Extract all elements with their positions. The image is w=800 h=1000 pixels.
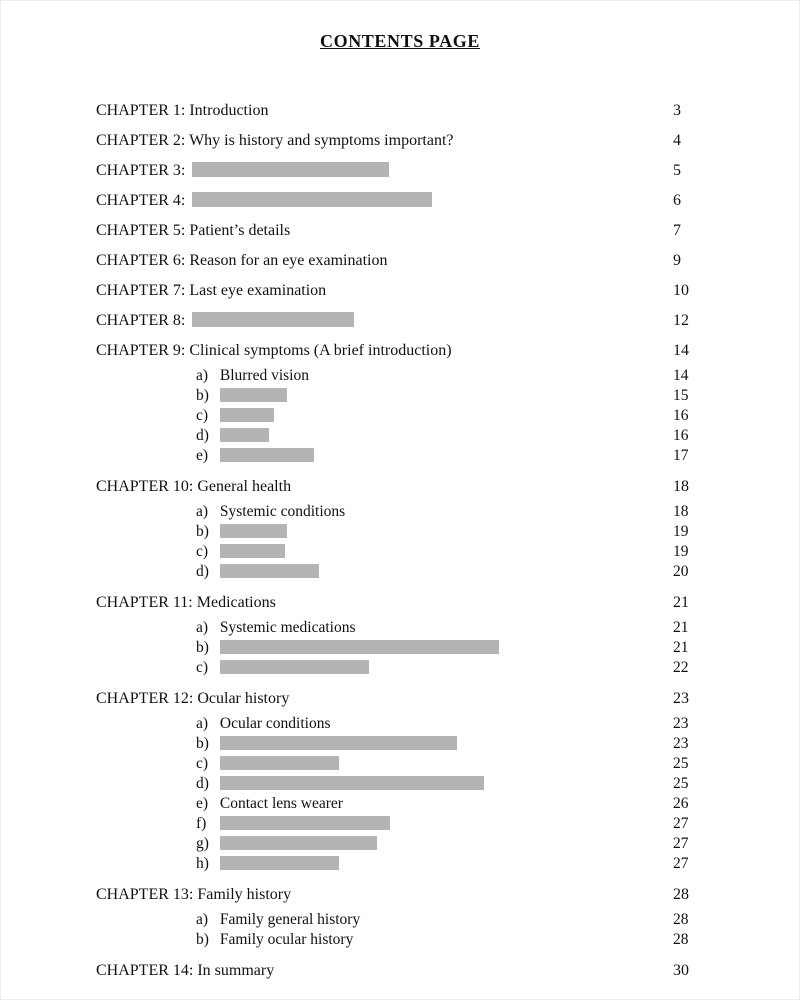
toc-subitem-row <box>1 754 799 774</box>
page-number: 16 <box>673 427 689 444</box>
redacted-text-bar <box>220 564 319 578</box>
page-number: 28 <box>673 886 689 903</box>
chapter-title: In summary <box>197 962 275 979</box>
toc-chapter-row <box>1 96 799 126</box>
redacted-text-bar <box>220 640 499 654</box>
page-number: 28 <box>673 911 689 928</box>
subitem-letter: b) <box>196 735 209 752</box>
subitem-letter: c) <box>196 755 209 772</box>
toc-subitem-row <box>1 834 799 854</box>
toc-subitem-row <box>1 854 799 874</box>
page-number: 27 <box>673 815 689 832</box>
subitem-title: Contact lens wearer <box>219 795 343 812</box>
chapter-label: CHAPTER 9: <box>96 342 186 359</box>
page-number: 18 <box>673 478 689 495</box>
page-number: 14 <box>673 367 689 384</box>
toc-subitem-row <box>1 446 799 466</box>
page-number: 15 <box>673 387 689 404</box>
chapter-label: CHAPTER 1: <box>96 102 186 119</box>
page-number: 23 <box>673 715 689 732</box>
redacted-text-bar <box>220 836 377 850</box>
chapter-label: CHAPTER 13: <box>96 886 194 903</box>
subitem-letter: d) <box>196 775 209 792</box>
chapter-title: Medications <box>196 594 276 611</box>
subitem-letter: c) <box>196 543 209 560</box>
page-number: 26 <box>673 795 689 812</box>
chapter-title: Last eye examination <box>189 282 327 299</box>
page-number: 14 <box>673 342 689 359</box>
redacted-text-bar <box>220 660 369 674</box>
page-number: 21 <box>673 619 689 636</box>
redacted-text-bar <box>220 388 287 402</box>
redacted-text-bar <box>220 428 269 442</box>
page-number: 19 <box>673 523 689 540</box>
toc-subitem-row <box>1 814 799 834</box>
chapter-title: Family history <box>197 886 292 903</box>
toc-chapter-row <box>1 588 799 618</box>
toc-subitem-row <box>1 426 799 446</box>
page-number: 16 <box>673 407 689 424</box>
document-title: CONTENTS PAGE <box>320 31 480 51</box>
page-number: 19 <box>673 543 689 560</box>
redacted-text-bar <box>220 524 287 538</box>
page-number: 3 <box>673 102 681 119</box>
subitem-letter: a) <box>196 503 209 520</box>
toc-subitem-row <box>1 502 799 522</box>
subitem-title: Ocular conditions <box>219 715 331 732</box>
subitem-letter: g) <box>196 835 209 852</box>
toc-chapter-row <box>1 684 799 714</box>
toc-chapter-row <box>1 216 799 246</box>
chapter-title: Clinical symptoms (A brief introduction) <box>189 342 452 359</box>
page-number: 5 <box>673 162 681 179</box>
redacted-text-bar <box>192 192 432 207</box>
toc-chapter-row <box>1 306 799 336</box>
chapter-label: CHAPTER 12: <box>96 690 194 707</box>
toc-subitem-row <box>1 618 799 638</box>
chapter-label: CHAPTER 6: <box>96 252 186 269</box>
page-number: 6 <box>673 192 681 209</box>
page-number: 18 <box>673 503 689 520</box>
toc-subitem-row <box>1 406 799 426</box>
toc-subitem-row <box>1 562 799 582</box>
toc-chapter-row <box>1 156 799 186</box>
page-number: 12 <box>673 312 689 329</box>
chapter-title: Patient’s details <box>189 222 291 239</box>
subitem-letter: b) <box>196 931 209 948</box>
page-number: 22 <box>673 659 689 676</box>
chapter-title: General health <box>197 478 292 495</box>
redacted-text-bar <box>220 408 274 422</box>
subitem-letter: a) <box>196 911 209 928</box>
subitem-title: Family general history <box>219 911 361 928</box>
page-number: 10 <box>673 282 689 299</box>
toc-subitem-row <box>1 734 799 754</box>
toc-chapter-row <box>1 472 799 502</box>
page-number: 27 <box>673 835 689 852</box>
chapter-title: Reason for an eye examination <box>189 252 388 269</box>
toc-chapter-row <box>1 956 799 986</box>
page-number: 25 <box>673 755 689 772</box>
redacted-text-bar <box>192 162 389 177</box>
subitem-title: Blurred vision <box>219 367 309 384</box>
subitem-letter: c) <box>196 659 209 676</box>
subitem-title: Systemic conditions <box>219 503 346 520</box>
page-number: 20 <box>673 563 689 580</box>
subitem-letter: d) <box>196 427 209 444</box>
toc-subitem-row <box>1 910 799 930</box>
subitem-letter: c) <box>196 407 209 424</box>
page-number: 23 <box>673 690 689 707</box>
subitem-letter: a) <box>196 367 209 384</box>
redacted-text-bar <box>220 756 339 770</box>
chapter-label: CHAPTER 10: <box>96 478 194 495</box>
page-number: 23 <box>673 735 689 752</box>
toc-subitem-row <box>1 794 799 814</box>
subitem-letter: a) <box>196 715 209 732</box>
toc-chapter-row <box>1 246 799 276</box>
page-number: 28 <box>673 931 689 948</box>
toc-subitem-row <box>1 542 799 562</box>
chapter-label: CHAPTER 5: <box>96 222 186 239</box>
subitem-title: Family ocular history <box>219 931 354 948</box>
chapter-label: CHAPTER 3: <box>96 162 186 179</box>
redacted-text-bar <box>220 448 314 462</box>
subitem-letter: b) <box>196 387 209 404</box>
subitem-letter: d) <box>196 563 209 580</box>
chapter-label: CHAPTER 4: <box>96 192 186 209</box>
chapter-label: CHAPTER 2: <box>96 132 186 149</box>
redacted-text-bar <box>220 544 285 558</box>
toc-chapter-row <box>1 336 799 366</box>
redacted-text-bar <box>192 312 354 327</box>
subitem-letter: h) <box>196 855 209 872</box>
toc-subitem-row <box>1 658 799 678</box>
chapter-label: CHAPTER 8: <box>96 312 186 329</box>
toc-subitem-row <box>1 522 799 542</box>
subitem-letter: f) <box>196 815 207 832</box>
toc-subitem-row <box>1 714 799 734</box>
page-number: 25 <box>673 775 689 792</box>
page-number: 7 <box>673 222 681 239</box>
subitem-letter: b) <box>196 639 209 656</box>
redacted-text-bar <box>220 816 390 830</box>
chapter-label: CHAPTER 11: <box>96 594 193 611</box>
toc-subitem-row <box>1 638 799 658</box>
toc-chapter-row <box>1 276 799 306</box>
subitem-letter: e) <box>196 447 209 464</box>
subitem-letter: b) <box>196 523 209 540</box>
toc-subitem-row <box>1 774 799 794</box>
page-number: 4 <box>673 132 681 149</box>
subitem-letter: e) <box>196 795 209 812</box>
toc-subitem-row <box>1 366 799 386</box>
page-number: 21 <box>673 639 689 656</box>
chapter-label: CHAPTER 7: <box>96 282 186 299</box>
redacted-text-bar <box>220 776 484 790</box>
subitem-title: Systemic medications <box>219 619 356 636</box>
page-number: 9 <box>673 252 681 269</box>
toc-chapter-row <box>1 880 799 910</box>
subitem-letter: a) <box>196 619 209 636</box>
page-number: 21 <box>673 594 689 611</box>
toc-chapter-row <box>1 126 799 156</box>
page-number: 17 <box>673 447 689 464</box>
toc-chapter-row <box>1 186 799 216</box>
toc-subitem-row <box>1 930 799 950</box>
chapter-label: CHAPTER 14: <box>96 962 194 979</box>
page-number: 27 <box>673 855 689 872</box>
table-of-contents <box>1 96 799 986</box>
redacted-text-bar <box>220 856 339 870</box>
chapter-title: Ocular history <box>197 690 290 707</box>
toc-subitem-row <box>1 386 799 406</box>
page-number: 30 <box>673 962 689 979</box>
chapter-title: Introduction <box>189 102 269 119</box>
redacted-text-bar <box>220 736 457 750</box>
chapter-title: Why is history and symptoms important? <box>189 132 454 149</box>
